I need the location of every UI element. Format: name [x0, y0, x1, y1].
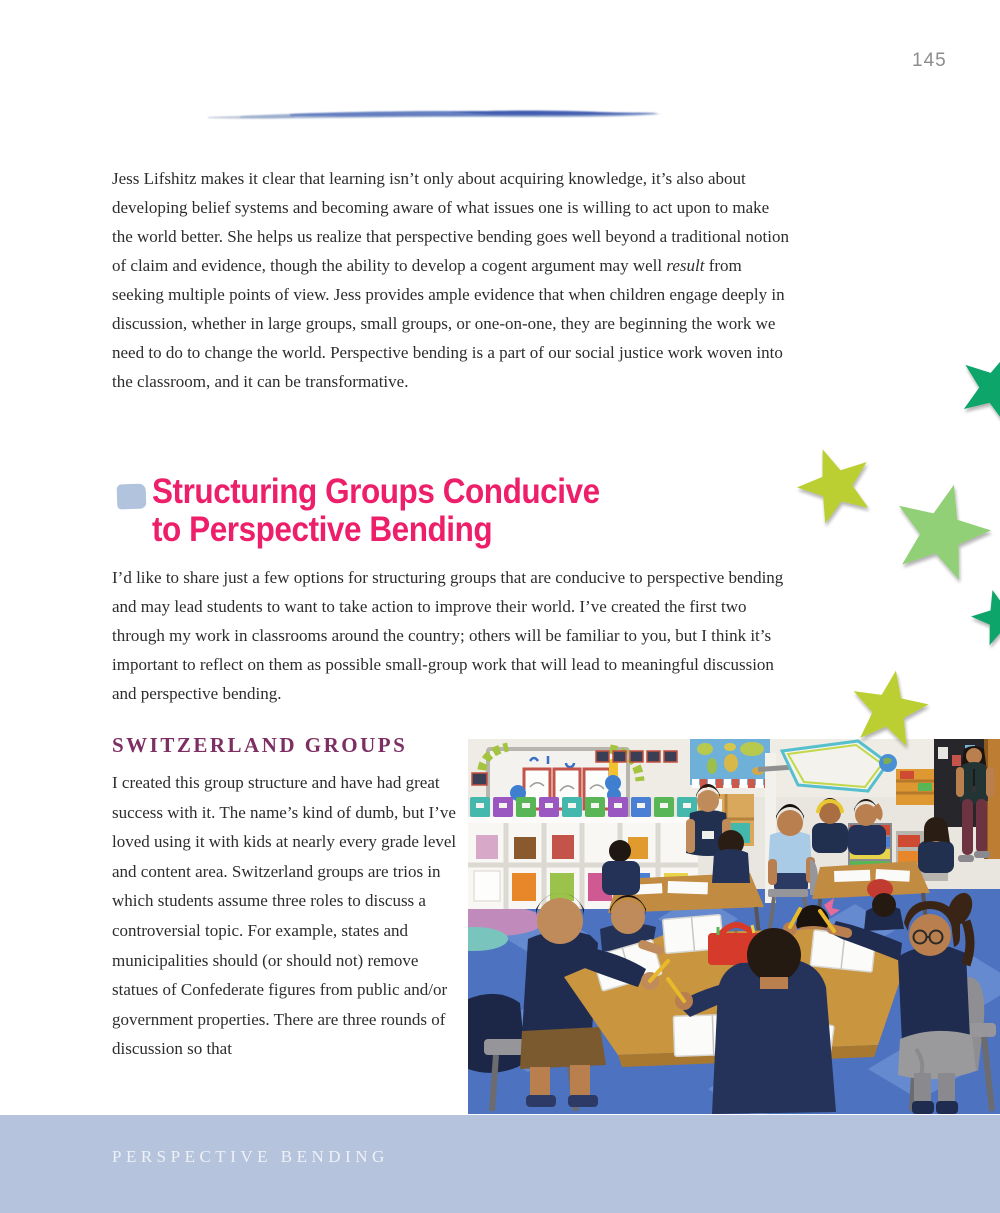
star-decoration	[966, 583, 1000, 648]
footer-band	[0, 1115, 1000, 1213]
running-footer: PERSPECTIVE BENDING	[112, 1147, 389, 1166]
star-decoration	[885, 472, 1000, 584]
star-decoration	[846, 664, 934, 749]
intro-paragraph	[112, 164, 790, 396]
intro-paragraph-italic: result	[666, 256, 705, 275]
page-number: 145	[912, 50, 947, 71]
intro-paragraph-text: Jess Lifshitz makes it clear that learning isn’t only about acquiring knowledge, it’s also about developing belief systems and becoming aware of what issues one is willing to act upon to make the world better. She helps us realize that perspective bending goes well beyond a traditional notion of claim and evidence, though the ability to develop a cogent argument may well	[112, 169, 789, 275]
watercolor-stroke-decoration	[200, 101, 670, 129]
section-heading	[152, 473, 600, 549]
section-marker-icon	[117, 484, 147, 510]
star-decoration	[951, 341, 1000, 429]
world-map	[690, 739, 770, 788]
section-heading-line1: Structuring Groups Conducive	[152, 472, 600, 511]
intro-paragraph-text-after: from seeking multiple points of view. Jess provides ample evidence that when children engage deeply in discussion, whether in large groups, small groups, or one-on-one, they are beginning the work we need to do to change the world. Perspective bending is a part of our social justice work woven into the classroom, and it can be transformative.	[112, 256, 785, 391]
classroom-photo	[468, 739, 1000, 1114]
subsection-title: SWITZERLAND GROUPS	[112, 733, 408, 757]
section-heading-line2: to Perspective Bending	[152, 510, 493, 549]
star-decoration	[788, 437, 882, 529]
section-intro-paragraph: I’d like to share just a few options for structuring groups that are conducive to perspective bending and may lead students to want to take action to improve their world. I’ve created the first two through my work in classrooms around the country; others will be familiar to you, but I think it’s important to reflect on them as possible small-group work that will lead to meaningful discussion and perspective bending.	[112, 568, 784, 703]
subsection-paragraph: I created this group structure and have had great success with it. The name’s kind of dumb, but I’ve loved using it with kids at nearly every grade level and content area. Switzerland groups are trios in which students assume three roles to discuss a controversial topic. For example, states and municipalities should (or should not) remove statues of Confederate figures from public and/or government properties. There are three rounds of discussion so that	[112, 773, 457, 1059]
